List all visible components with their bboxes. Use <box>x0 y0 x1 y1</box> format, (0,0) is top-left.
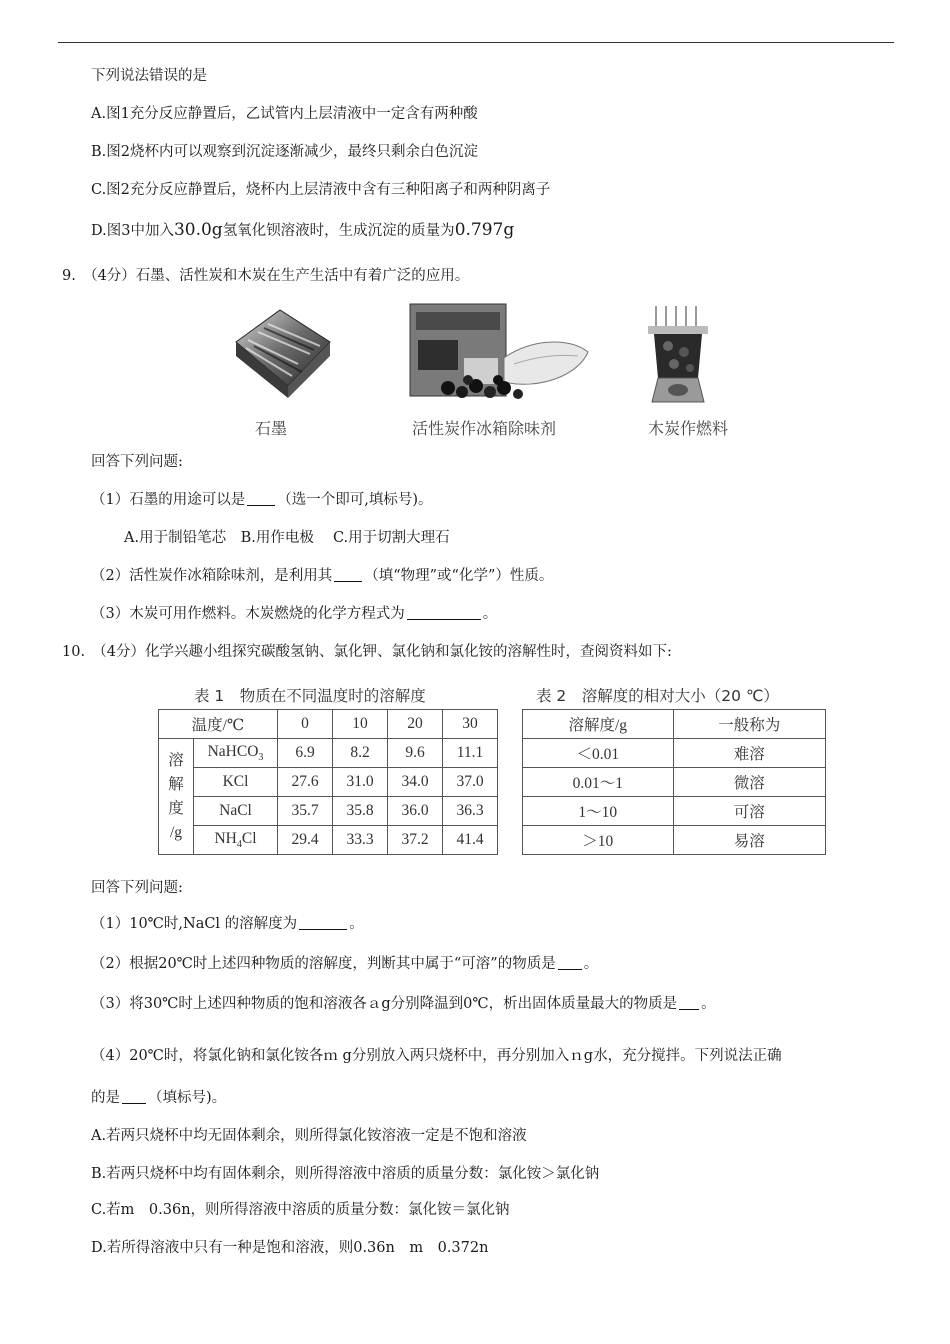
table-row: 1～10 可溶 <box>523 797 826 826</box>
table-row: 溶 解 度 /g NaHCO$_3$ 6.9 8.2 9.6 11.1 <box>159 739 498 768</box>
q10-part1: （1）10℃时,NaCl 的溶解度为 。 <box>91 916 364 932</box>
table1-caption: 表 1 物质在不同温度时的溶解度 <box>194 687 426 705</box>
relative-solubility-table: 溶解度/g 一般称为 ＜0.01 难溶 0.01～1 微溶 1～10 可溶 ＞10 易溶 <box>522 709 826 855</box>
answer-blank[interactable] <box>407 605 481 620</box>
q8-option-c: C.图2充分反应静置后，烧杯内上层清液中含有三种阳离子和两种阴离子 <box>91 182 551 198</box>
q10-part4: （4）20℃时，将氯化钠和氯化铵各ｍ g分别放入两只烧杯中，再分别加入ｎg水，充分搅拌。下列说法正确 <box>91 1048 782 1064</box>
q10-option-d: D.若所得溶液中只有一种是饱和溶液，则0.36n m 0.372n <box>91 1240 489 1256</box>
q8-option-a: A.图1充分反应静置后，乙试管内上层清液中一定含有两种酸 <box>91 106 478 122</box>
q10-option-a: A.若两只烧杯中均无固体剩余，则所得氯化铵溶液一定是不饱和溶液 <box>91 1128 527 1144</box>
solubility-side-label: 溶 解 度 /g <box>159 739 194 855</box>
answer-blank[interactable] <box>299 915 347 930</box>
caption-graphite: 石墨 <box>255 419 288 438</box>
table2-caption: 表 2 溶解度的相对大小（20 ℃） <box>536 687 779 705</box>
charcoal-stove-image <box>640 302 720 410</box>
q9-stem: 9. （4分）石墨、活性炭和木炭在生产生活中有着广泛的应用。 <box>62 268 470 284</box>
q10-answer-intro: 回答下列问题: <box>91 880 183 896</box>
answer-blank[interactable] <box>679 995 699 1010</box>
q9-part1-choices: A.用于制铅笔芯 B.用作电极 C.用于切割大理石 <box>124 530 450 546</box>
answer-blank[interactable] <box>122 1089 146 1104</box>
answer-blank[interactable] <box>334 567 362 582</box>
answer-blank[interactable] <box>558 955 582 970</box>
table-row: KCl 27.6 31.0 34.0 37.0 <box>159 768 498 797</box>
answer-blank[interactable] <box>247 491 275 506</box>
graphite-image <box>228 302 338 402</box>
solubility-table: 温度/℃ 0 10 20 30 溶 解 度 /g NaHCO$_3$ 6.9 8.2 9.6 11.1 KCl 27.6 31.0 34.0 37.0 NaCl 35.7 35.8 36.0 36.3 $NH_4Cl$ 29.4 33.3 37.2 41.4 <box>158 709 498 855</box>
caption-activated-carbon: 活性炭作冰箱除味剂 <box>412 419 557 438</box>
activated-carbon-image <box>408 300 590 404</box>
table-row: NaCl 35.7 35.8 36.0 36.3 <box>159 797 498 826</box>
q10-option-c: C.若m 0.36n，则所得溶液中溶质的质量分数：氯化铵＝氯化钠 <box>91 1202 510 1218</box>
q10-stem: 10. （4分）化学兴趣小组探究碳酸氢钠、氯化钾、氯化钠和氯化铵的溶解性时，查阅资料如下: <box>62 644 672 660</box>
q8-option-b: B.图2烧杯内可以观察到沉淀逐渐减少，最终只剩余白色沉淀 <box>91 144 478 160</box>
caption-charcoal: 木炭作燃料 <box>648 419 729 438</box>
table-row: $NH_4Cl$ 29.4 33.3 37.2 41.4 <box>159 826 498 855</box>
q10-part4-cont: 的是 （填标号)。 <box>91 1090 227 1106</box>
q9-answer-intro: 回答下列问题: <box>91 454 183 470</box>
q10-option-b: B.若两只烧杯中均有固体剩余，则所得溶液中溶质的质量分数：氯化铵＞氯化钠 <box>91 1166 600 1182</box>
table-row: 0.01～1 微溶 <box>523 768 826 797</box>
q10-part2: （2）根据20℃时上述四种物质的溶解度，判断其中属于“可溶”的物质是 。 <box>91 956 599 972</box>
q10-part3: （3）将30℃时上述四种物质的饱和溶液各ａg分别降温到0℃，析出固体质量最大的物质是 。 <box>91 996 716 1012</box>
table-row: ＜0.01 难溶 <box>523 739 826 768</box>
q9-part1: （1）石墨的用途可以是 （选一个即可,填标号)。 <box>91 492 433 508</box>
header-rule <box>58 42 894 43</box>
q9-part2: （2）活性炭作冰箱除味剂，是利用其 （填“物理”或“化学”）性质。 <box>91 568 554 584</box>
temp-header: 温度/℃ <box>159 710 278 739</box>
q8-intro: 下列说法错误的是 <box>91 68 207 84</box>
table-row: ＞10 易溶 <box>523 826 826 855</box>
q8-option-d: D.图3中加入30.0g氢氧化钡溶液时，生成沉淀的质量为0.797g <box>91 220 515 240</box>
q9-part3: （3）木炭可用作燃料。木炭燃烧的化学方程式为 。 <box>91 606 498 622</box>
